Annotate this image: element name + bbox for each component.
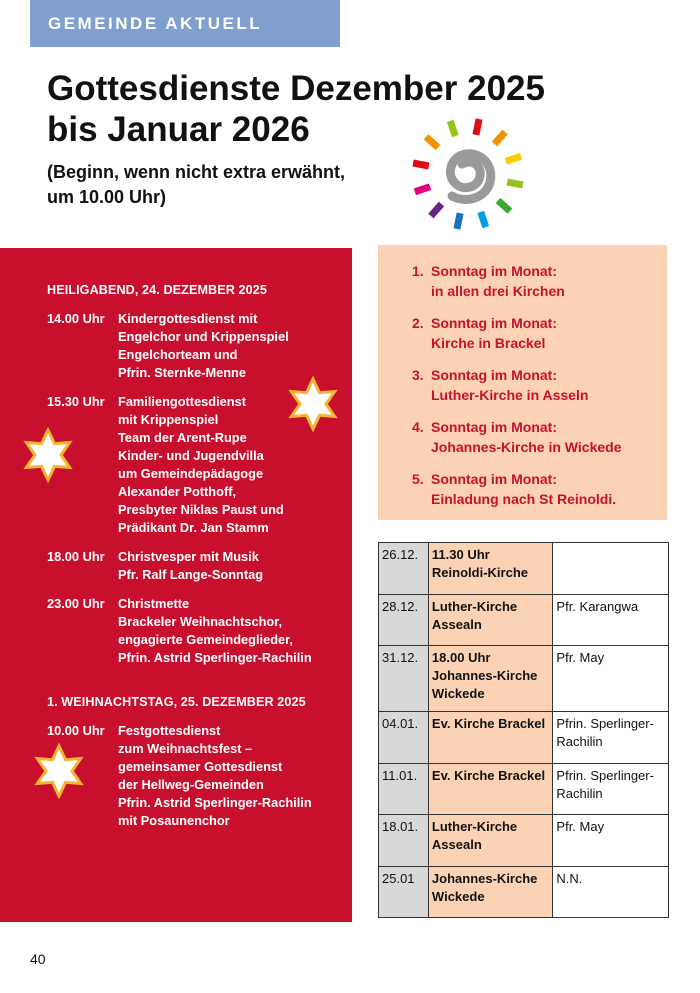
day-heading: 1. WEIHNACHTSTAG, 25. DEZEMBER 2025 bbox=[47, 695, 306, 709]
schedule-church-line: Reinoldi-Kirche bbox=[431, 565, 528, 580]
sunday-rule-location: Kirche in Brackel bbox=[431, 334, 546, 351]
service-description bbox=[118, 722, 347, 830]
logo-ray bbox=[495, 132, 506, 144]
schedule-church bbox=[428, 646, 552, 712]
schedule-church-line: Wickede bbox=[431, 889, 485, 904]
schedule-church-line: Assealn bbox=[431, 837, 482, 852]
logo-ray bbox=[450, 121, 455, 136]
table-row bbox=[379, 867, 669, 918]
service-description-line: Kinder- und Jugendvilla bbox=[118, 448, 264, 463]
logo-ray bbox=[506, 156, 521, 161]
subtitle-line-2: um 10.00 Uhr) bbox=[47, 187, 167, 207]
service-description-line: Pfr. Ralf Lange-Sonntag bbox=[118, 567, 264, 582]
service-description-line: Festgottesdienst bbox=[118, 723, 221, 738]
sunday-number: 5. bbox=[412, 471, 424, 487]
sunday-number: 4. bbox=[412, 419, 424, 435]
sunday-rule-item bbox=[412, 470, 621, 509]
logo-ray bbox=[415, 187, 430, 192]
christmas-services-panel bbox=[0, 248, 352, 922]
sunday-rule-line: Sonntag im Monat: bbox=[431, 367, 557, 383]
schedule-pastor-line: Pfr. May bbox=[556, 650, 605, 665]
schedule-pastor bbox=[553, 867, 669, 918]
service-entry bbox=[47, 595, 347, 667]
sunday-rule-text bbox=[431, 418, 621, 457]
schedule-pastor-line: Pfrin. Sperlinger- bbox=[556, 768, 654, 783]
logo-ray bbox=[413, 163, 429, 166]
schedule-church-line: Luther-Kirche bbox=[431, 819, 518, 834]
monthly-sunday-list bbox=[412, 262, 621, 522]
logo-ray bbox=[498, 201, 510, 212]
sunday-rule-line: Sonntag im Monat: bbox=[431, 263, 557, 279]
christmas-services-list bbox=[47, 282, 347, 841]
schedule-pastor bbox=[553, 543, 669, 595]
service-description-line: mit Krippenspiel bbox=[118, 412, 219, 427]
schedule-church bbox=[428, 867, 552, 918]
schedule-date: 31.12. bbox=[379, 646, 429, 712]
service-description-line: Pfrin. Astrid Sperlinger-Rachilin bbox=[118, 795, 312, 810]
schedule-church-line: Ev. Kirche Brackel bbox=[431, 716, 546, 731]
service-description-line: Team der Arent-Rupe bbox=[118, 430, 247, 445]
section-banner bbox=[30, 0, 340, 47]
schedule-date: 26.12. bbox=[379, 543, 429, 595]
star-icon bbox=[285, 376, 341, 432]
schedule-table bbox=[378, 542, 669, 918]
page-number: 40 bbox=[30, 951, 46, 967]
service-description bbox=[118, 310, 347, 382]
schedule-date: 04.01. bbox=[379, 712, 429, 764]
day-heading: HEILIGABEND, 24. DEZEMBER 2025 bbox=[47, 283, 267, 297]
service-description-line: mit Posaunenchor bbox=[118, 813, 230, 828]
schedule-date: 11.01. bbox=[379, 764, 429, 815]
sunday-rule-location: Luther-Kirche in Asseln bbox=[431, 386, 589, 403]
schedule-pastor bbox=[553, 595, 669, 646]
sunday-rule-location: Johannes-Kirche in Wickede bbox=[431, 438, 622, 455]
section-label: GEMEINDE AKTUELL bbox=[48, 14, 263, 33]
schedule-church-line: Johannes-Kirche bbox=[431, 668, 538, 683]
service-description-line: gemeinsamer Gottesdienst bbox=[118, 759, 283, 774]
schedule-date: 18.01. bbox=[379, 815, 429, 867]
logo-ray bbox=[507, 182, 523, 185]
service-description-line: Kindergottesdienst mit bbox=[118, 311, 258, 326]
page-subtitle bbox=[47, 160, 407, 210]
schedule-church bbox=[428, 543, 552, 595]
service-description bbox=[118, 548, 347, 584]
schedule-pastor bbox=[553, 815, 669, 867]
service-description-line: Alexander Potthoff, bbox=[118, 484, 237, 499]
schedule-church-line: Luther-Kirche bbox=[431, 599, 518, 614]
sunday-rule-line: Sonntag im Monat: bbox=[431, 419, 557, 435]
service-entry bbox=[47, 722, 347, 830]
logo-ray bbox=[476, 119, 479, 135]
sunday-number: 2. bbox=[412, 315, 424, 331]
sunday-number: 3. bbox=[412, 367, 424, 383]
schedule-church bbox=[428, 712, 552, 764]
logo-ray bbox=[457, 213, 460, 229]
service-description bbox=[118, 595, 347, 667]
table-row bbox=[379, 764, 669, 815]
service-description-line: engagierte Gemeindeglieder, bbox=[118, 632, 293, 647]
title-line-1: Gottesdienste Dezember 2025 bbox=[47, 69, 545, 108]
schedule-church-line: Assealn bbox=[431, 617, 482, 632]
schedule-date: 25.01 bbox=[379, 867, 429, 918]
schedule-pastor-line: N.N. bbox=[556, 871, 583, 886]
service-time: 14.00 Uhr bbox=[47, 311, 105, 326]
schedule-pastor-line: Rachilin bbox=[556, 786, 603, 801]
service-description-line: Engelchor und Krippenspiel bbox=[118, 329, 289, 344]
sunday-rule-line: Sonntag im Monat: bbox=[431, 471, 557, 487]
sunday-rule-location: in allen drei Kirchen bbox=[431, 282, 565, 299]
schedule-church-line: 11.30 Uhr bbox=[431, 547, 490, 562]
title-line-2: bis Januar 2026 bbox=[47, 110, 310, 149]
service-entry bbox=[47, 548, 347, 584]
schedule-date: 28.12. bbox=[379, 595, 429, 646]
sunday-rule-text bbox=[431, 314, 557, 353]
schedule-church-line: Ev. Kirche Brackel bbox=[431, 768, 546, 783]
logo-ray bbox=[431, 204, 442, 216]
schedule-church bbox=[428, 595, 552, 646]
service-description-line: Pfrin. Sternke-Menne bbox=[118, 365, 246, 380]
sunday-number: 1. bbox=[412, 263, 424, 279]
service-entry bbox=[47, 310, 347, 382]
sunday-rule-item bbox=[412, 314, 621, 353]
table-row bbox=[379, 712, 669, 764]
sunday-rule-text bbox=[431, 262, 565, 301]
table-row bbox=[379, 646, 669, 712]
service-description-line: Christmette bbox=[118, 596, 190, 611]
service-description-line: Familiengottesdienst bbox=[118, 394, 246, 409]
service-time: 18.00 Uhr bbox=[47, 549, 105, 564]
service-description-line: Christvesper mit Musik bbox=[118, 549, 259, 564]
day-separator bbox=[47, 678, 347, 694]
service-time: 15.30 Uhr bbox=[47, 394, 105, 409]
schedule-church bbox=[428, 764, 552, 815]
service-description-line: der Hellweg-Gemeinden bbox=[118, 777, 264, 792]
sunday-rule-item bbox=[412, 418, 621, 457]
schedule-pastor-line: Pfr. May bbox=[556, 819, 605, 834]
page-title bbox=[47, 68, 667, 150]
subtitle-line-1: (Beginn, wenn nicht extra erwähnt, bbox=[47, 162, 346, 182]
table-row bbox=[379, 815, 669, 867]
sunday-rule-text bbox=[431, 470, 616, 509]
schedule-church bbox=[428, 815, 552, 867]
service-description-line: Presbyter Niklas Paust und bbox=[118, 502, 284, 517]
table-row bbox=[379, 543, 669, 595]
service-description-line: Brackeler Weihnachtschor, bbox=[118, 614, 283, 629]
schedule-pastor bbox=[553, 646, 669, 712]
service-description-line: Engelchorteam und bbox=[118, 347, 238, 362]
schedule-pastor-line: Rachilin bbox=[556, 734, 603, 749]
schedule-pastor-line: Pfrin. Sperlinger- bbox=[556, 716, 654, 731]
schedule-pastor bbox=[553, 712, 669, 764]
service-time: 10.00 Uhr bbox=[47, 723, 105, 738]
service-time: 23.00 Uhr bbox=[47, 596, 105, 611]
schedule-church-line: 18.00 Uhr bbox=[431, 650, 491, 665]
logo-ray bbox=[426, 137, 438, 148]
monthly-sunday-box bbox=[378, 245, 667, 520]
sunday-rule-line: Sonntag im Monat: bbox=[431, 315, 557, 331]
schedule-church-line: Johannes-Kirche bbox=[431, 871, 538, 886]
service-description-line: Prädikant Dr. Jan Stamm bbox=[118, 520, 269, 535]
service-description-line: zum Weihnachtsfest – bbox=[118, 741, 253, 756]
service-description-line: um Gemeindepädagoge bbox=[118, 466, 264, 481]
star-icon bbox=[20, 427, 76, 483]
schedule-pastor bbox=[553, 764, 669, 815]
sunday-rule-item bbox=[412, 366, 621, 405]
star-icon bbox=[31, 743, 87, 799]
sunday-rule-item bbox=[412, 262, 621, 301]
table-row bbox=[379, 595, 669, 646]
spiral-sun-logo-icon bbox=[402, 112, 534, 232]
sunday-rule-location: Einladung nach St Reinoldi. bbox=[431, 490, 617, 507]
schedule-church-line: Wickede bbox=[431, 686, 485, 701]
service-description-line: Pfrin. Astrid Sperlinger-Rachilin bbox=[118, 650, 312, 665]
logo-ray bbox=[481, 212, 486, 227]
sunday-rule-text bbox=[431, 366, 588, 405]
schedule-pastor-line: Pfr. Karangwa bbox=[556, 599, 639, 614]
